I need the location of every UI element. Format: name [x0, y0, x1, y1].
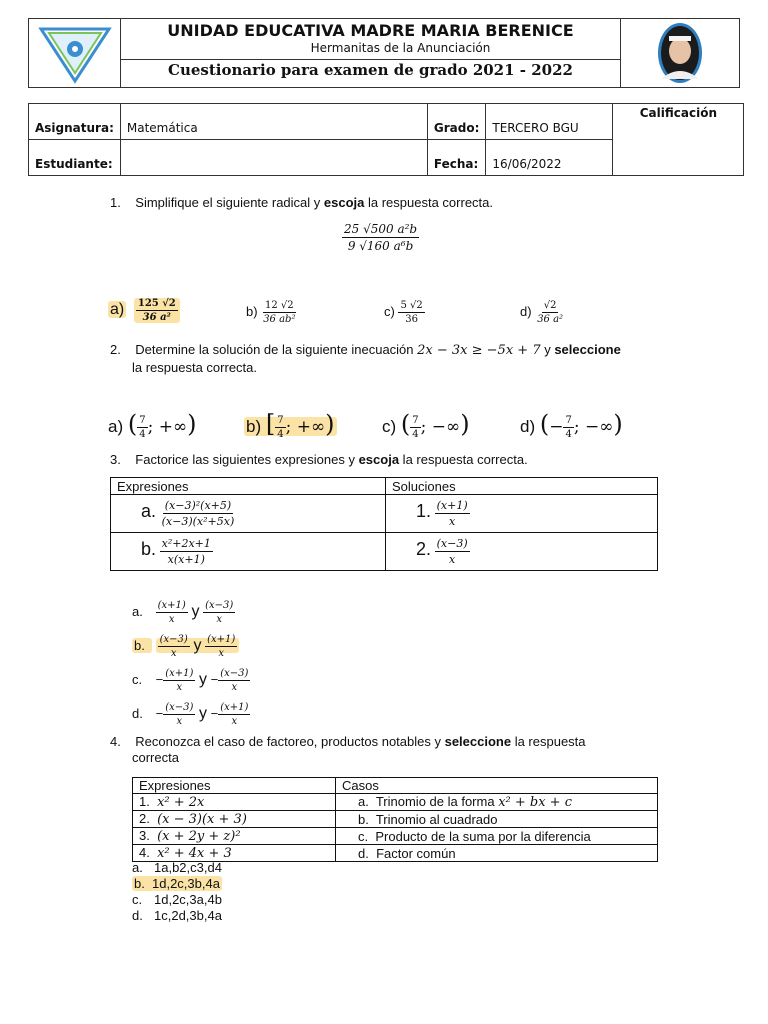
school-subtitle: Hermanitas de la Anunciación — [310, 41, 491, 55]
nun-portrait-icon — [621, 19, 739, 87]
q4-option-d[interactable]: d. 1c,2d,3b,4a — [132, 908, 222, 923]
q1-option-b[interactable]: b) $\frac{12 √2}{\text{36 ab²}}$ — [246, 300, 296, 325]
table-row: 1. x² + 2x a. Trinomio de la forma x² + bx + c — [133, 794, 658, 811]
q4-table — [132, 777, 658, 862]
q4-col-cases: Casos — [336, 778, 658, 794]
table-row: 3. (x + 2y + z)² c. Producto de la suma por la diferencia — [133, 828, 658, 845]
grade-label: Grado: — [427, 104, 486, 140]
subject-label: Asignatura: — [29, 104, 121, 140]
q2-option-c[interactable]: c) ( $\frac{7}{4}$ ; −∞) — [382, 410, 470, 441]
q4-options — [132, 860, 222, 924]
student-info-table — [28, 103, 744, 176]
q3-option-b[interactable]: b. $\frac{(x-3)}{x}$ y $\frac{(x+1)}{x}$ — [132, 634, 239, 659]
q3-option-a[interactable]: a. $\frac{(x+1)}{x}$ y $\frac{(x-3)}{x}$ — [132, 600, 234, 625]
question-3-text: 3. Factorice las siguientes expresiones y escoja la respuesta correcta. — [110, 452, 528, 467]
student-label: Estudiante: — [29, 140, 121, 176]
subject-value: Matemática — [120, 104, 427, 140]
school-name: UNIDAD EDUCATIVA MADRE MARIA BERENICE — [167, 21, 574, 40]
question-2-text: 2. Determine la solución de la siguiente inecuación 2x − 3x ≥ −5x + 7 y seleccione la respuesta correcta. — [110, 342, 621, 375]
q1-expr-num: 25 √500 a²b — [344, 222, 418, 236]
q1-option-d[interactable]: d) $\frac{√2}{\text{36 a²}}$ — [520, 300, 564, 325]
q3-col-solutions: Soluciones — [386, 478, 658, 495]
q2-option-d[interactable]: d) (− $\frac{7}{4}$ ; −∞) — [520, 410, 623, 441]
q4-col-expressions: Expresiones — [133, 778, 336, 794]
table-row: 4. x² + 4x + 3 d. Factor común — [133, 845, 658, 862]
date-label: Fecha: — [427, 140, 486, 176]
q3-option-d[interactable]: d. − $\frac{(x-3)}{x}$ y − $\frac{(x+1)}{x}$ — [132, 702, 249, 727]
q1-option-c[interactable]: c) $\frac{5 √2}{36}$ — [384, 300, 423, 325]
photo-cell — [620, 19, 739, 87]
q2-inequality: 2x − 3x ≥ −5x + 7 — [417, 343, 541, 358]
header-center — [120, 19, 621, 87]
table-row: 2. (x − 3)(x + 3) b. Trinomio al cuadrado — [133, 811, 658, 828]
table-row: a. $\frac{\text{(x−3)²(x+5)}}{\text{(x−3)(x²+5x)}}$ 1. $\frac{(x+1)}{x}$ — [111, 495, 658, 533]
q1-expression — [342, 222, 419, 253]
header-table — [28, 18, 740, 88]
q1-text-a: Simplifique el siguiente radical y — [135, 195, 324, 210]
question-1-text — [110, 195, 493, 210]
table-row: b. $\frac{\text{x²+2x+1}}{x(x+1)}$ 2. $\frac{(x-3)}{x}$ — [111, 533, 658, 571]
q2-option-a[interactable]: a) ( $\frac{7}{4}$ ; +∞) — [108, 410, 197, 441]
q3-col-expressions: Expresiones — [111, 478, 386, 495]
q4-option-a[interactable]: a. 1a,b2,c3,d4 — [132, 860, 222, 875]
q1-text-b: la respuesta correcta. — [364, 195, 494, 210]
q2-option-b[interactable]: b) [ $\frac{7}{4}$ ; +∞) — [246, 410, 335, 441]
date-value: 16/06/2022 — [486, 140, 613, 176]
school-logo-icon — [29, 19, 120, 87]
q4-option-c[interactable]: c. 1d,2c,3a,4b — [132, 892, 222, 907]
school-logo-cell — [29, 19, 121, 87]
q1-option-a[interactable]: a) $\frac{125 √2}{\text{36 a²}}$ — [108, 298, 180, 323]
exam-title: Cuestionario para examen de grado 2021 - 2022 — [168, 61, 573, 79]
q1-number: 1. — [110, 195, 121, 210]
grade-value: TERCERO BGU — [486, 104, 613, 140]
student-name-field[interactable] — [120, 140, 427, 176]
q4-option-b[interactable]: b. 1d,2c,3b,4a — [134, 876, 220, 891]
score-label: Calificación — [613, 104, 744, 176]
q3-table — [110, 477, 658, 571]
question-4-text: 4. Reconozca el caso de factoreo, productos notables y seleccione la respuesta correcta — [110, 734, 586, 765]
q3-option-c[interactable]: c. − $\frac{(x+1)}{x}$ y − $\frac{(x-3)}{x}$ — [132, 668, 249, 693]
q1-bold: escoja — [323, 195, 365, 210]
q1-expr-den: 9 √160 a⁶b — [347, 239, 414, 253]
